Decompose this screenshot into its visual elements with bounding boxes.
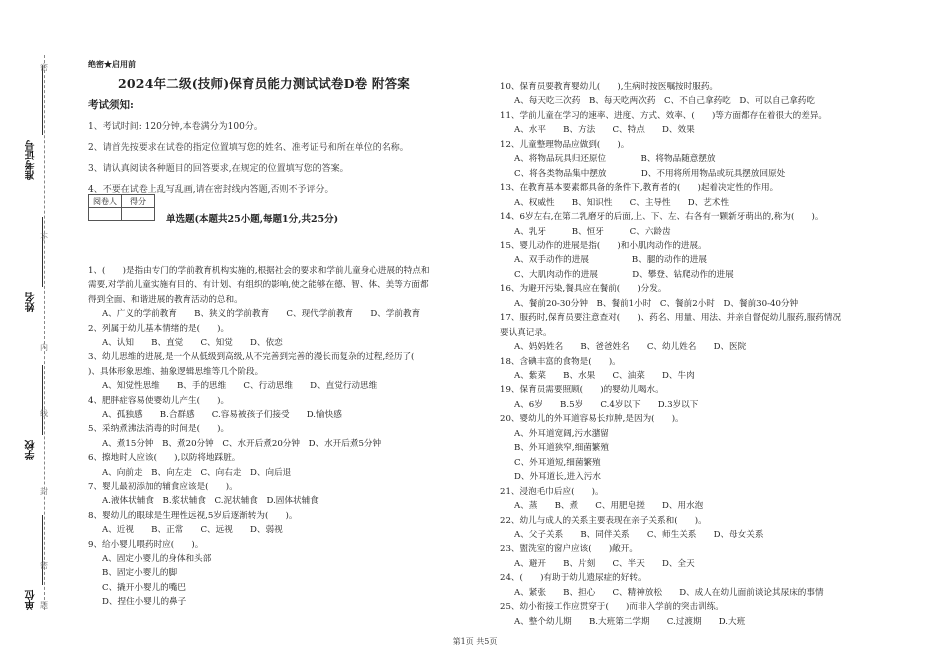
answer-option: A、避开 B、片刻 C、半天 D、全天 bbox=[514, 558, 695, 569]
answer-option: A、水平 B、方法 C、特点 D、效果 bbox=[514, 125, 695, 136]
question-text: 要认真记录。 bbox=[500, 327, 552, 338]
side-label: 学校 bbox=[26, 440, 37, 460]
answer-option: D、捏住小婴儿的鼻子 bbox=[102, 597, 187, 608]
question-text: 2、列属于幼儿基本情绪的是( )。 bbox=[88, 323, 230, 334]
answer-option: A、双手动作的进展 B、腿的动作的进展 bbox=[514, 255, 707, 266]
question-text: 7、婴儿最初添加的辅食应该是( )。 bbox=[88, 482, 238, 492]
answer-option: A、紧张 B、担心 C、精神放松 D、成人在幼儿面前谈论其尿床的事情 bbox=[514, 587, 824, 598]
answer-option: A、知觉性思维 B、手的思维 C、行动思维 D、直觉行动思维 bbox=[102, 381, 378, 392]
fill-in-line[interactable] bbox=[42, 65, 43, 135]
secret-mark: 绝密★启用前 bbox=[88, 59, 136, 69]
seal-char: 封 bbox=[40, 487, 48, 496]
question-text: 得到全面、和谐进展的教育活动的总和。 bbox=[88, 294, 243, 305]
answer-option: A、外耳道宽阔,污水潴留 bbox=[514, 428, 609, 439]
page-number: 第1页 共5页 bbox=[452, 637, 498, 646]
question-text: )、具体形象思维、抽象逻辑思维等几个阶段。 bbox=[88, 366, 264, 377]
question-text: 17、服药时,保育员要注意查对( )、药名、用量、用法、并亲自督促幼儿服药,服药情况 bbox=[500, 313, 842, 324]
answer-option: D、外耳道长,进入污水 bbox=[514, 472, 601, 483]
score-header: 得分 bbox=[122, 195, 155, 208]
score-cell[interactable] bbox=[122, 208, 155, 221]
question-text: 15、婴儿动作的进展是指( )和小肌肉动作的进展。 bbox=[500, 240, 707, 251]
answer-option: A、蒸 B、煮 C、用肥皂搓 D、用水泡 bbox=[514, 501, 704, 512]
answer-option: C、将各类物品集中摆放 D、不用将所用物品或玩具摆放回原处 bbox=[514, 168, 786, 179]
score-table bbox=[88, 194, 155, 221]
notice-item: 2、请首先按要求在试卷的指定位置填写您的姓名、准考证号和所在单位的名称。 bbox=[88, 143, 409, 153]
answer-option: A、每天吃三次药 B、每天吃两次药 C、不自己拿药吃 D、可以自己拿药吃 bbox=[514, 96, 815, 107]
answer-option: A、权威性 B、知识性 C、主导性 D、艺术性 bbox=[514, 197, 730, 208]
question-text: 14、6岁左右,在第二乳磨牙的后面,上、下、左、右各有一颗新牙萌出的,称为( )。 bbox=[500, 212, 824, 223]
seal-char: 内 bbox=[40, 343, 48, 352]
answer-option: A、6岁 B.5岁 C.4岁以下 D.3岁以下 bbox=[514, 399, 699, 410]
question-text: 22、幼儿与成人的关系主要表现在亲子关系和( )。 bbox=[500, 515, 707, 526]
question-text: 13、在教育基本要素都具备的条件下,教育者的( )起着决定性的作用。 bbox=[500, 183, 779, 194]
answer-option: A、孤独感 B.合群感 C.容易被孩子们接受 D.愉快感 bbox=[102, 410, 342, 420]
question-text: 18、含碘丰富的食物是( )。 bbox=[500, 356, 621, 367]
seal-char: 不 bbox=[40, 233, 48, 242]
seal-char: 题 bbox=[40, 601, 48, 610]
question-text: 20、婴幼儿的外耳道容易长疖肿,是因为( )。 bbox=[500, 414, 684, 425]
seal-char: 密 bbox=[40, 63, 48, 72]
question-text: 24、( )有助于幼儿遗尿症的好转。 bbox=[500, 573, 647, 584]
fill-in-line[interactable] bbox=[42, 365, 43, 435]
answer-option: A、妈妈姓名 B、爸爸姓名 C、幼儿姓名 D、医院 bbox=[514, 342, 747, 353]
notice-item: 1、考试时间: 120分钟,本卷满分为100分。 bbox=[88, 122, 263, 132]
fill-in-line[interactable] bbox=[42, 515, 43, 585]
question-text: 3、幼儿思维的进展,是一个从低级到高级,从不完善到完善的漫长而复杂的过程,经历了( bbox=[88, 352, 415, 363]
answer-option: B、外耳道狭窄,细菌繁殖 bbox=[514, 443, 609, 454]
answer-option: C、大肌肉动作的进展 D、攀登、钻爬动作的进展 bbox=[514, 269, 734, 280]
answer-option: A、将物品玩具归还原位 B、将物品随意摆放 bbox=[514, 154, 716, 165]
answer-option: C、外耳道短,细菌繁殖 bbox=[514, 457, 601, 468]
side-label: 姓名 bbox=[26, 292, 37, 312]
question-text: 16、为避开污染,餐具应在餐前( )分发。 bbox=[500, 284, 667, 295]
question-text: 11、学前儿童在学习的速率、进度、方式、效率、( )等方面都存在着很大的差异。 bbox=[500, 110, 828, 121]
notice-heading: 考试须知: bbox=[88, 99, 134, 111]
notice-item: 4、不要在试卷上乱写乱画,请在密封线内答题,否则不予评分。 bbox=[88, 185, 334, 195]
answer-option: A、乳牙 B、恒牙 C、六龄齿 bbox=[514, 226, 671, 237]
question-text: 21、浸泡毛巾后应( )。 bbox=[500, 486, 604, 497]
answer-option: A.液体状辅食 B.浆状辅食 C.泥状辅食 D.固体状辅食 bbox=[102, 496, 319, 507]
answer-option: B、固定小婴儿的脚 bbox=[102, 568, 178, 579]
question-text: 25、幼小衔接工作应贯穿于( )而非入学前的突击训练。 bbox=[500, 602, 724, 613]
seal-char: 密 bbox=[40, 561, 48, 570]
answer-option: A、认知 B、直觉 C、知觉 D、依恋 bbox=[102, 338, 283, 348]
question-text: 19、保育员需要照顾( )的婴幼儿喝水。 bbox=[500, 385, 664, 396]
page-title: 2024年二级(技师)保育员能力测试试卷D卷 附答案 bbox=[118, 76, 411, 91]
question-text: 1、( )是指由专门的学前教育机构实施的,根据社会的要求和学前儿童身心进展的特点和 bbox=[88, 266, 430, 276]
answer-option: A、紫菜 B、水果 C、油菜 D、牛肉 bbox=[514, 371, 695, 381]
answer-option: C、撬开小婴儿的嘴巴 bbox=[102, 582, 186, 593]
question-text: 6、擦地时人应该( ),以防将地踩脏。 bbox=[88, 453, 241, 464]
question-text: 4、肥胖症容易使婴幼儿产生( )。 bbox=[88, 395, 230, 406]
question-text: 9、给小婴儿喂药时应( )。 bbox=[88, 539, 204, 550]
question-text: 需要,对学前儿童实施有目的、有计划、有组织的影响,使之能够在德、智、体、美等方面都 bbox=[88, 280, 429, 291]
answer-option: A、餐前20-30分钟 B、餐前1小时 C、餐前2小时 D、餐前30-40分钟 bbox=[514, 298, 799, 309]
notice-item: 3、请认真阅读各种题目的回答要求,在规定的位置填写您的答案。 bbox=[88, 164, 349, 174]
question-text: 5、采纳煮沸法消毒的时间是( )。 bbox=[88, 424, 230, 435]
answer-option: A、广义的学前教育 B、狭义的学前教育 C、现代学前教育 D、学前教育 bbox=[102, 309, 421, 320]
answer-option: A、煮15分钟 B、煮20分钟 C、水开后煮20分钟 D、水开后煮5分钟 bbox=[102, 438, 382, 449]
question-text: 10、保育员要教育婴幼儿( ),生病时按医嘱按时服药。 bbox=[500, 82, 719, 92]
side-label: 单位 bbox=[26, 590, 37, 610]
seal-line bbox=[44, 55, 45, 610]
grader-header: 阅卷人 bbox=[89, 195, 122, 208]
side-label: 准考证号 bbox=[26, 140, 37, 180]
answer-option: A、固定小婴儿的身体和头部 bbox=[102, 554, 212, 564]
answer-option: A、整个幼儿期 B.大班第二学期 C.过渡期 D.大班 bbox=[514, 616, 746, 627]
section-title: 单选题(本题共25小题,每题1分,共25分) bbox=[166, 214, 339, 225]
answer-option: A、向前走 B、向左走 C、向右走 D、向后退 bbox=[102, 467, 292, 478]
question-text: 12、儿童整理物品应做到( )。 bbox=[500, 139, 630, 150]
question-text: 23、盥洗室的窗户应该( )敞开。 bbox=[500, 544, 638, 555]
answer-option: A、父子关系 B、同伴关系 C、师生关系 D、母女关系 bbox=[514, 529, 764, 540]
question-text: 8、婴幼儿的眼球是生理性远视,5岁后逐渐转为( )。 bbox=[88, 510, 298, 521]
grader-cell[interactable] bbox=[89, 208, 122, 221]
fill-in-line[interactable] bbox=[42, 217, 43, 287]
answer-option: A、近视 B、正常 C、远视 D、弱视 bbox=[102, 525, 283, 536]
seal-char: 线 bbox=[40, 409, 48, 418]
